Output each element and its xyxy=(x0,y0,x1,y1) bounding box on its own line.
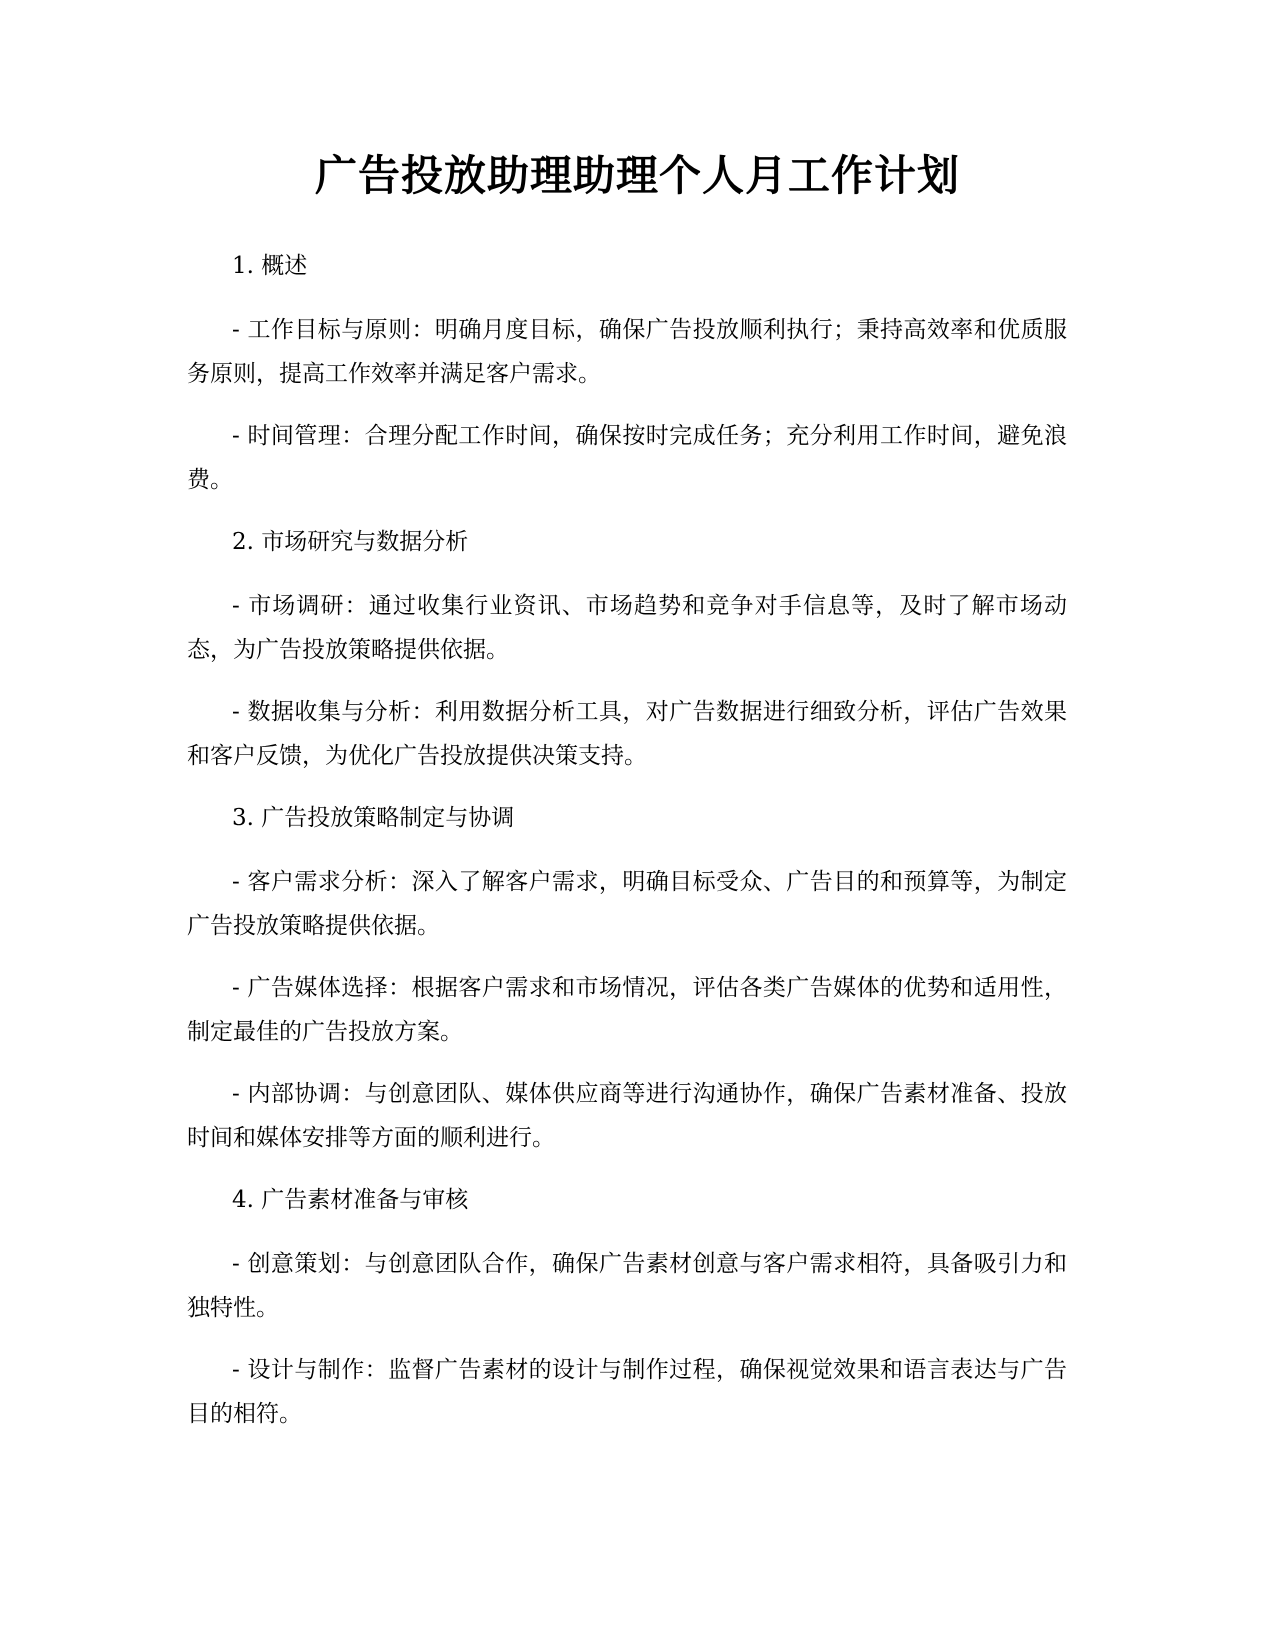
section-heading: 2. 市场研究与数据分析 xyxy=(232,529,469,555)
section-heading: 3. 广告投放策略制定与协调 xyxy=(232,805,515,831)
paragraph: - 客户需求分析：深入了解客户需求，明确目标受众、广告目的和预算等，为制定广告投放策略提供依据。 xyxy=(187,869,1067,939)
paragraph: - 设计与制作：监督广告素材的设计与制作过程，确保视觉效果和语言表达与广告目的相符。 xyxy=(187,1357,1067,1427)
paragraph: - 广告媒体选择：根据客户需求和市场情况，评估各类广告媒体的优势和适用性，制定最佳的广告投放方案。 xyxy=(187,975,1067,1045)
paragraph: - 数据收集与分析：利用数据分析工具，对广告数据进行细致分析，评估广告效果和客户反馈，为优化广告投放提供决策支持。 xyxy=(187,699,1067,769)
document-title: 广告投放助理助理个人月工作计划 xyxy=(314,151,960,200)
paragraph: - 工作目标与原则：明确月度目标，确保广告投放顺利执行；秉持高效率和优质服务原则，提高工作效率并满足客户需求。 xyxy=(187,317,1067,387)
section-heading: 4. 广告素材准备与审核 xyxy=(232,1187,469,1213)
paragraph: - 市场调研：通过收集行业资讯、市场趋势和竞争对手信息等，及时了解市场动态，为广告投放策略提供依据。 xyxy=(187,593,1067,663)
paragraph: - 创意策划：与创意团队合作，确保广告素材创意与客户需求相符，具备吸引力和独特性。 xyxy=(187,1251,1067,1321)
paragraph: - 时间管理：合理分配工作时间，确保按时完成任务；充分利用工作时间，避免浪费。 xyxy=(187,423,1067,493)
paragraph: - 内部协调：与创意团队、媒体供应商等进行沟通协作，确保广告素材准备、投放时间和媒体安排等方面的顺利进行。 xyxy=(187,1081,1067,1151)
section-heading: 1. 概述 xyxy=(232,253,308,279)
document-body xyxy=(187,244,1067,1454)
